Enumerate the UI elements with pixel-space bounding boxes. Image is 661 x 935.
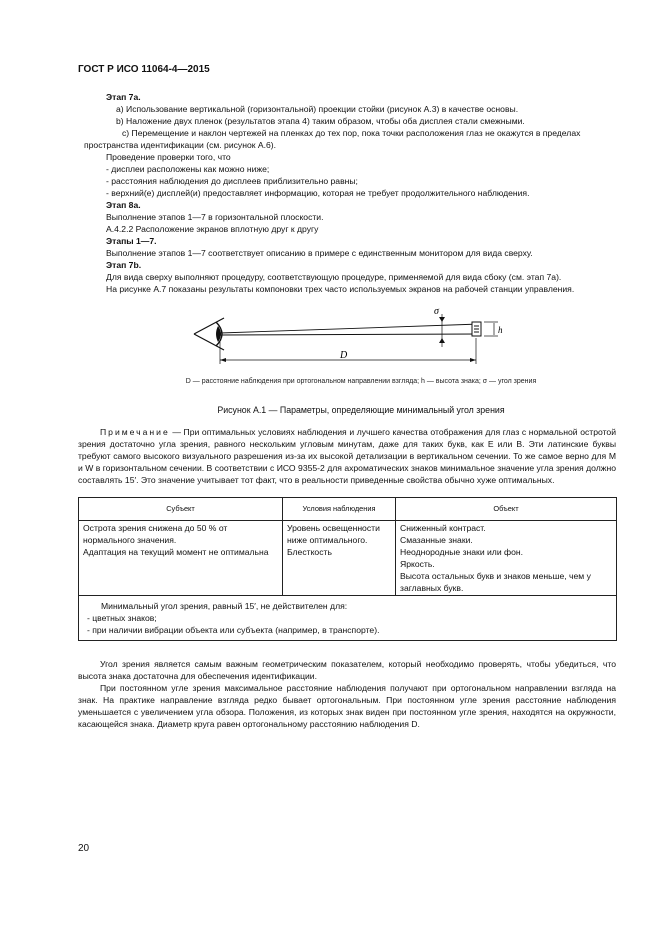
paragraph: На рисунке А.7 показаны результаты компоновки трех часто используемых экранов на рабочей станции управления. — [106, 284, 575, 294]
note-label: Примечание — [100, 427, 170, 437]
paragraph: с) Перемещение и наклон чертежей на пленках до тех пор, пока точки расположения глаз не окажутся в пределах пространства идентификации (см. рисунок А.6). — [84, 128, 581, 150]
paragraph: Выполнение этапов 1—7 соответствует описанию в примере с единственным монитором для вида сверху. — [106, 248, 533, 258]
note-block — [78, 426, 616, 486]
document-header: ГОСТ Р ИСО 11064-4—2015 — [78, 64, 210, 75]
body-section-1 — [84, 91, 616, 295]
eye-icon — [194, 318, 224, 350]
paragraph: Проведение проверки того, что — [106, 152, 231, 162]
table-row — [79, 596, 617, 641]
subsection-heading: А.4.2.2 Расположение экранов вплотную друг к другу — [106, 224, 319, 234]
step-heading: Этап 8а. — [106, 200, 141, 210]
paragraph: При постоянном угле зрения максимальное расстояние наблюдения получают при ортогональном направлении взгляда на знак. На практике направление взгляда редко бывает ортогональным. При постоянном угле зрения расстояние наблюдения уменьшается с увеличением угла обзора. Положения, из которых знак виден при постоянном угле зрения, находятся на окружности, касающейся знака. Диаметр круга равен ортогональному расстоянию наблюдения D. — [78, 683, 616, 729]
paragraph: а) Использование вертикальной (горизонтальной) проекции стойки (рисунок А.3) в качестве основы. — [116, 104, 519, 114]
viewing-angle-figure — [180, 302, 510, 370]
figure-legend: D — расстояние наблюдения при ортогональном направлении взгляда; h — высота знака; σ — угол зрения — [185, 378, 537, 385]
step-heading: Этапы 1—7. — [106, 236, 157, 246]
table-header-object: Объект — [396, 498, 617, 521]
table-cell-object: Сниженный контраст. Смазанные знаки. Неоднородные знаки или фон. Яркость. Высота остальных букв и знаков меньше, чем у заглавных букв. — [396, 521, 617, 596]
body-section-2 — [78, 658, 616, 730]
list-item: - дисплеи расположены как можно ниже; — [106, 164, 270, 174]
table-cell-conditions: Уровень освещенности ниже оптимального. Блесткость — [283, 521, 396, 596]
note-text: — При оптимальных условиях наблюдения и лучшего качества отображения для глаз с нормальной остротой зрения достаточно угла зрения, равного нескольким угловым минутам, даже для таких букв, как Е или В. Эти латинские буквы требуют самого высокого визуального разрешения из-за их высокой детализации в вертикальном сечении. То же самое верно для М и W в горизонтальном сечении. В соответствии с ИСО 9355-2 для ахроматических знаков минимальное значение угла зрения должно составлять 15′. Это значение учитывает тот факт, что в реальности приведенные свойства обычно хуже оптимальных. — [78, 427, 616, 485]
paragraph: Выполнение этапов 1—7 в горизонтальной плоскости. — [106, 212, 324, 222]
paragraph: Угол зрения является самым важным геометрическим показателем, который необходимо проверять, чтобы убедиться, что высота знака достаточна для обеспечения идентификации. — [78, 659, 616, 681]
table-note-cell: Минимальный угол зрения, равный 15′, не действителен для: - цветных знаков; - при наличии вибрации объекта или субъекта (например, в транспорте). — [79, 596, 617, 641]
table-row — [79, 521, 617, 596]
list-item: - верхний(е) дисплей(и) предоставляет информацию, которая не требует продолжительного наблюдения. — [106, 188, 530, 198]
sign-rectangle — [472, 322, 481, 336]
paragraph: b) Наложение двух пленок (результатов этапа 4) таким образом, чтобы оба дисплея стали смежными. — [116, 116, 525, 126]
table-header-subject: Субъект — [79, 498, 283, 521]
conditions-table — [78, 497, 617, 641]
list-item: - расстояния наблюдения до дисплеев приблизительно равны; — [106, 176, 358, 186]
distance-label: D — [340, 350, 348, 361]
step-heading: Этап 7а. — [106, 92, 141, 102]
angle-label: σ — [434, 306, 439, 317]
figure-caption: Рисунок А.1 — Параметры, определяющие минимальный угол зрения — [217, 405, 505, 415]
page-number: 20 — [78, 843, 90, 854]
table-header-conditions: Условия наблюдения — [283, 498, 396, 521]
step-heading: Этап 7b. — [106, 260, 142, 270]
paragraph: Для вида сверху выполняют процедуру, соответствующую процедуре, применяемой для вида сбоку (см. этап 7а). — [106, 272, 562, 282]
table-cell-subject: Острота зрения снижена до 50 % от нормального значения. Адаптация на текущий момент не оптимальна — [79, 521, 283, 596]
height-label: h — [498, 325, 503, 335]
